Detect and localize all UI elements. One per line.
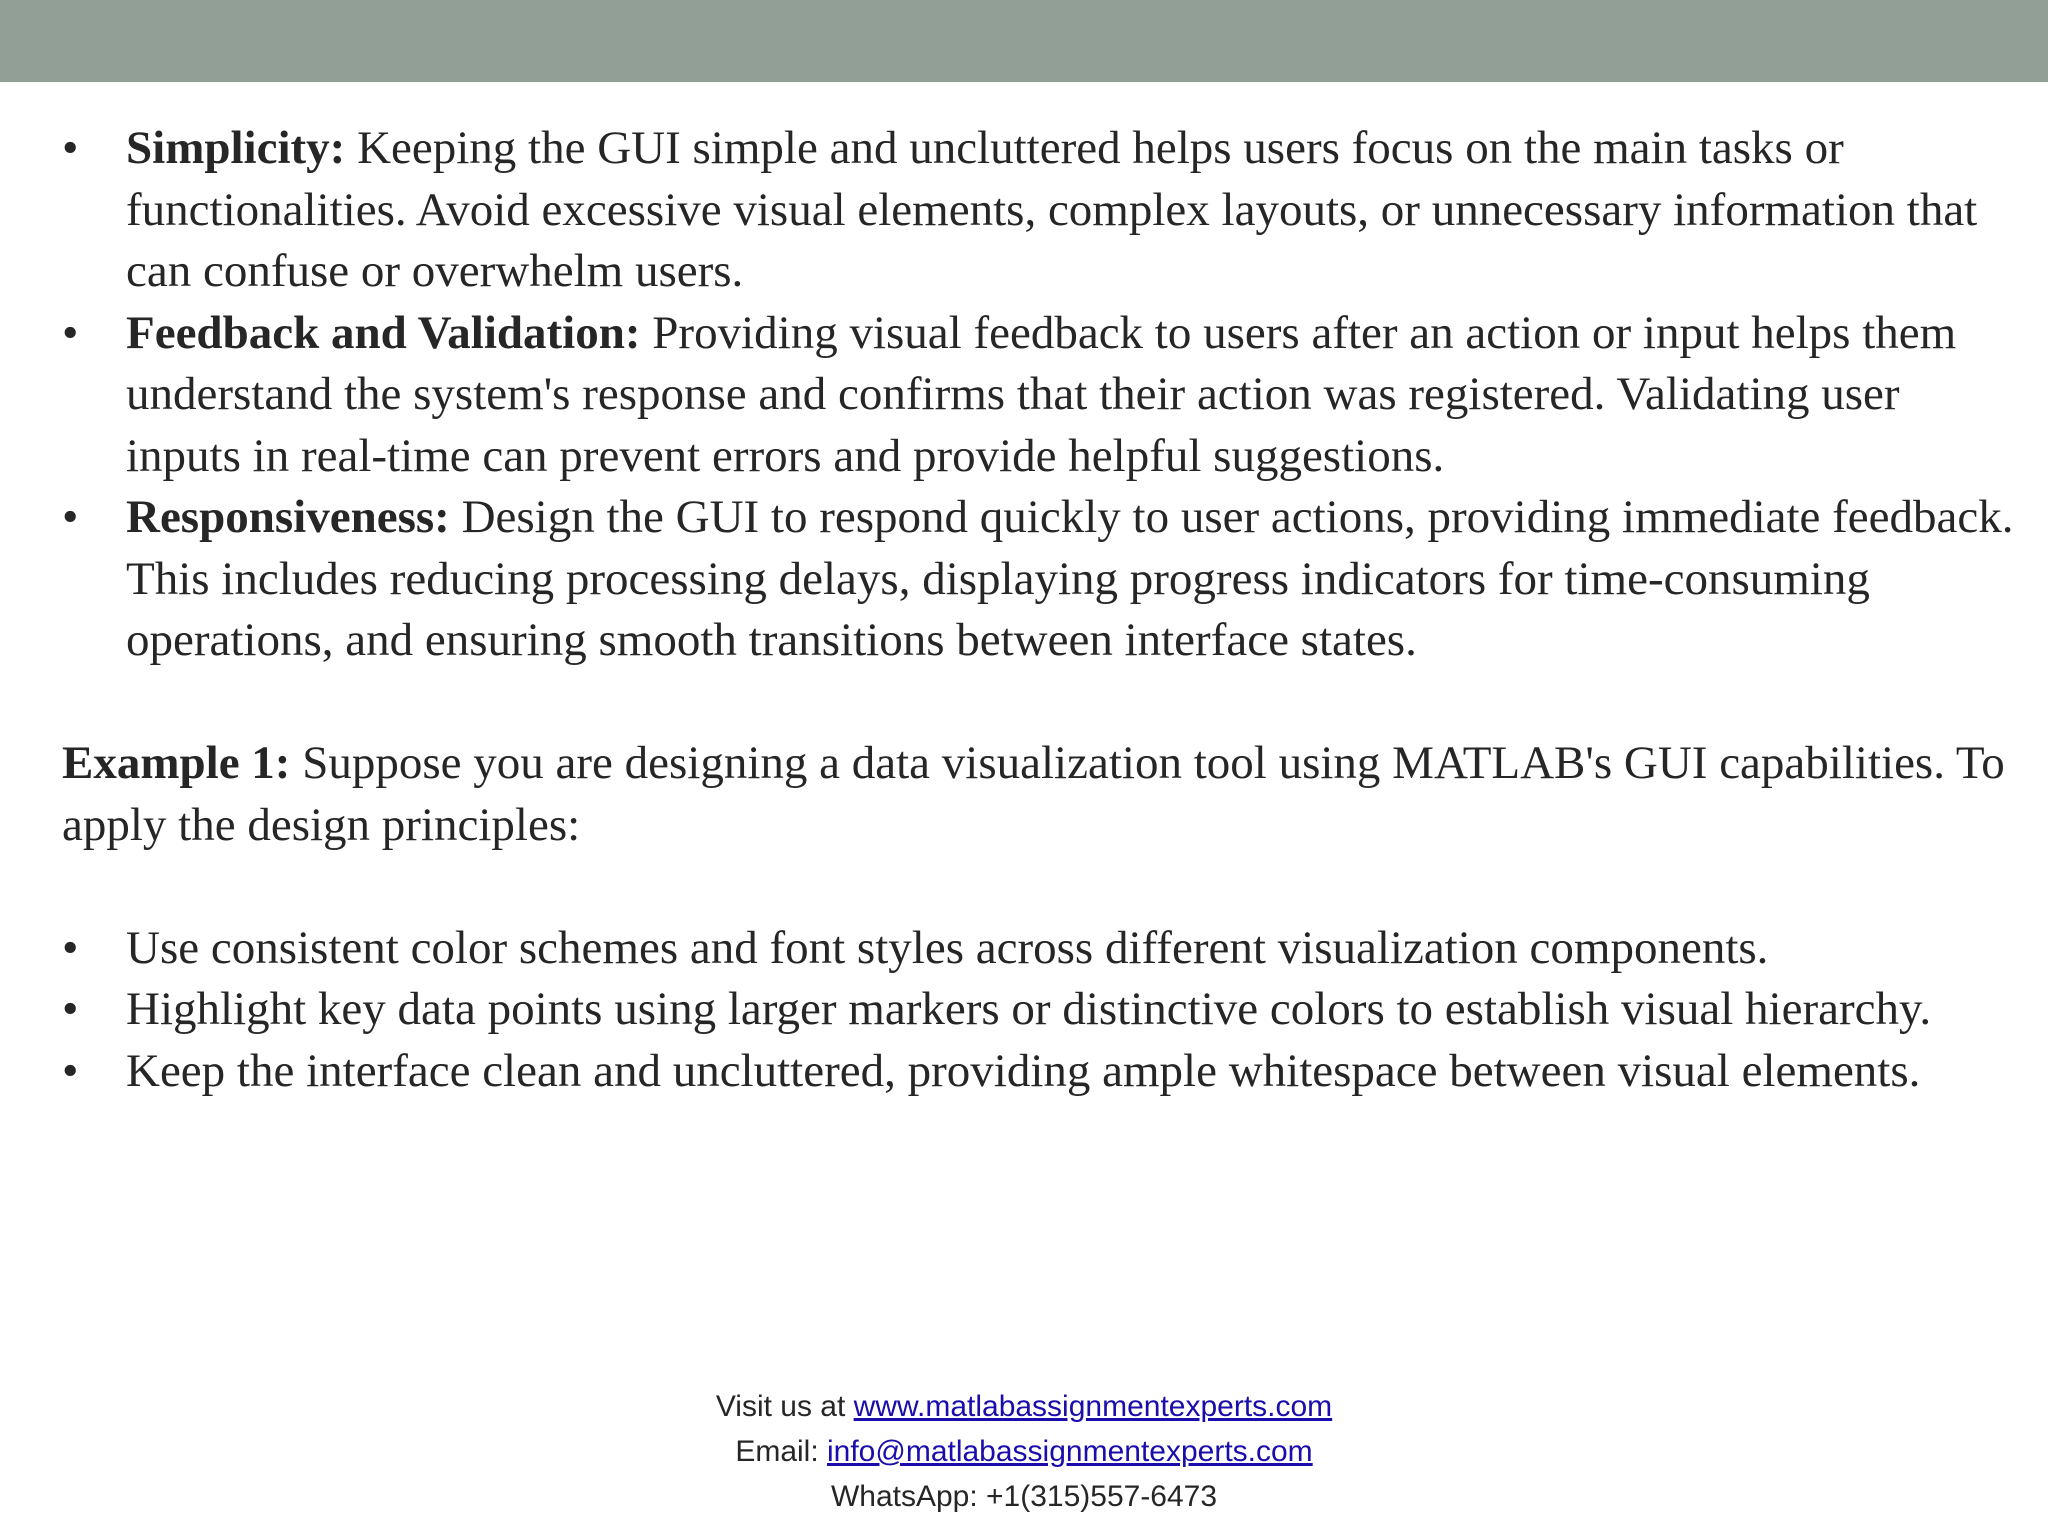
header-band: [0, 0, 2048, 82]
principle-text: Providing visual feedback to users after an action or input helps them understand the system's response and confirms that their action was registered. Validating user inputs in real-time can prevent errors and provide helpful suggestions.: [126, 306, 1957, 482]
whatsapp-line: WhatsApp: +1(315)557-6473: [830, 1480, 1218, 1513]
spacer: [62, 672, 2022, 734]
email-label: Email:: [735, 1435, 827, 1468]
example-point-text: Use consistent color schemes and font styles across different visualization components.: [126, 921, 1769, 974]
website-line: [0, 1384, 2048, 1429]
example-point-text: Keep the interface clean and uncluttered, providing ample whitespace between visual elements.: [126, 1044, 1921, 1097]
list-item: [62, 918, 2022, 980]
list-item: [62, 303, 2022, 488]
example-point-text: Highlight key data points using larger markers or distinctive colors to establish visual hierarchy.: [126, 983, 1932, 1035]
contact-footer: [0, 1384, 2048, 1519]
spacer: [62, 856, 2022, 918]
principle-title: Simplicity:: [126, 122, 346, 174]
website-link[interactable]: www.matlabassignmentexperts.com: [853, 1390, 1333, 1423]
example-text: Suppose you are designing a data visualization tool using MATLAB's GUI capabilities. To apply the design principles:: [62, 737, 2005, 851]
principle-text: Design the GUI to respond quickly to user actions, providing immediate feedback. This includes reducing processing delays, displaying progress indicators for time-consuming operations, and ensuring smooth transitions between interface states.: [126, 491, 2014, 666]
bullet-icon: •: [62, 921, 79, 974]
example-points-list: [62, 918, 2022, 1103]
list-item: [62, 979, 2022, 1041]
visit-label: Visit us at: [715, 1390, 854, 1423]
list-item: [62, 487, 2022, 672]
slide-content: [62, 118, 2022, 1102]
principles-list: [62, 118, 2022, 672]
bullet-icon: •: [62, 306, 79, 359]
email-link[interactable]: info@matlabassignmentexperts.com: [827, 1435, 1313, 1468]
example-paragraph: [62, 733, 2022, 856]
bullet-icon: •: [62, 983, 79, 1035]
principle-title: Feedback and Validation:: [126, 306, 641, 359]
list-item: [62, 118, 2022, 303]
example-label: Example 1:: [62, 737, 291, 789]
bullet-icon: •: [62, 122, 79, 174]
principle-title: Responsiveness:: [126, 491, 450, 543]
email-line: [0, 1429, 2048, 1474]
principle-text: Keeping the GUI simple and uncluttered helps users focus on the main tasks or functionalities. Avoid excessive visual elements, complex layouts, or unnecessary information that can confuse or overwhelm users.: [126, 122, 1978, 297]
bullet-icon: •: [62, 491, 79, 543]
bullet-icon: •: [62, 1044, 79, 1097]
list-item: [62, 1041, 2022, 1103]
